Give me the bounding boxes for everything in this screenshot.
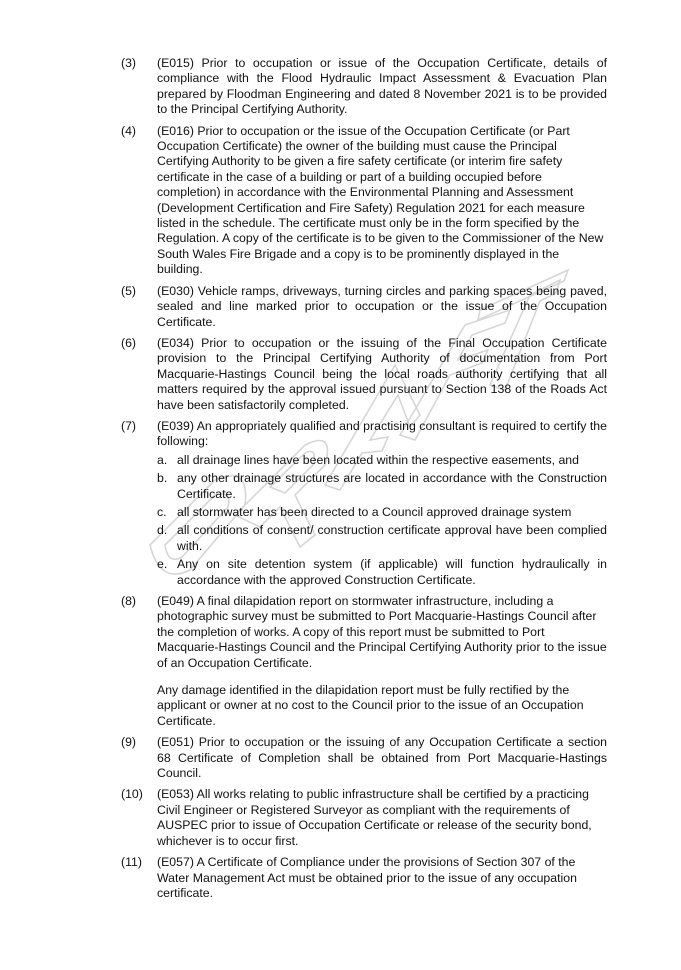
sub-item-label: c. — [157, 504, 167, 519]
sub-item-text: any other drainage structures are located in accordance with the Construction Certificate. — [177, 471, 607, 501]
condition-item-9 — [121, 735, 607, 781]
sub-item-a — [157, 453, 607, 468]
condition-item-10 — [121, 787, 607, 849]
condition-item-6 — [121, 336, 607, 413]
sub-item-label: d. — [157, 523, 168, 538]
sub-item-text: Any on site detention system (if applicable) will function hydraulically in accordance with the approved Construction Certificate. — [177, 557, 607, 587]
condition-text: (E016) Prior to occupation or the issue of the Occupation Certificate (or Part Occupation Certificate) the owner of the building must cause the Principal Certifying Authority to be given a fire safety certificate (or interim fire safety certificate in the case of a building or part of a building occupied before completion) in accordance with the Environmental Planning and Assessment (Development Certification and Fire Safety) Regulation 2021 for each measure listed in the schedule. The certificate must only be in the form specified by the Regulation. A copy of the certificate is to be given to the Commissioner of the New South Wales Fire Brigade and a copy is to be prominently displayed in the building. — [157, 123, 604, 277]
condition-text: (E034) Prior to occupation or the issuing of the Final Occupation Certificate provision to the Principal Certifying Authority of documentation from Port Macquarie-Hastings Council being the local roads authority certifying that all matters required by the approval issued pursuant to Section 138 of the Roads Act have been satisfactorily completed. — [157, 335, 607, 412]
conditions-list — [121, 56, 607, 907]
sub-item-d — [157, 523, 607, 554]
condition-text: (E030) Vehicle ramps, driveways, turning circles and parking spaces being paved, sealed and line marked prior to occupation or the issue of the Occupation Certificate. — [157, 283, 607, 329]
condition-text-secondary: Any damage identified in the dilapidation report must be fully rectified by the applicant or owner at no cost to the Council prior to the issue of an Occupation Certificate. — [157, 683, 584, 728]
condition-text: (E049) A final dilapidation report on stormwater infrastructure, including a photographic survey must be submitted to Port Macquarie-Hastings Council after the completion of works. A copy of this report must be submitted to Port Macquarie-Hastings Council and the Principal Certifying Authority prior to the issue of an Occupation Certificate. — [157, 594, 607, 670]
condition-number: (10) — [121, 787, 143, 802]
condition-item-8 — [121, 594, 607, 729]
sub-item-b — [157, 471, 607, 502]
sub-item-label: a. — [157, 452, 168, 467]
condition-number: (9) — [121, 735, 137, 750]
sub-item-text: all conditions of consent/ construction certificate approval have been complied with. — [177, 523, 607, 553]
sub-item-e — [157, 557, 607, 588]
condition-number: (5) — [121, 283, 137, 298]
sub-item-text: all drainage lines have been located within the respective easements, and — [177, 452, 579, 467]
condition-item-5 — [121, 284, 607, 330]
condition-number: (8) — [121, 594, 137, 608]
condition-item-4 — [121, 124, 607, 278]
condition-number: (4) — [121, 123, 137, 138]
sub-item-label: b. — [157, 471, 168, 486]
condition-item-7 — [121, 419, 607, 588]
condition-number: (3) — [121, 56, 137, 70]
condition-text: (E039) An appropriately qualified and practising consultant is required to certify the following: — [157, 418, 607, 449]
condition-item-3 — [121, 56, 607, 118]
condition-text: (E051) Prior to occupation or the issuing of any Occupation Certificate a section 68 Certificate of Completion shall be obtained from Port Macquarie-Hastings Council. — [157, 735, 607, 781]
sub-item-label: e. — [157, 557, 168, 572]
sub-item-c — [157, 505, 607, 520]
condition-number: (7) — [121, 418, 137, 433]
condition-text: (E015) Prior to occupation or issue of the Occupation Certificate, details of compliance with the Flood Hydraulic Impact Assessment & Evacuation Plan prepared by Floodman Engineering and dated 8 November 2021 is to be provided to the Principal Certifying Authority. — [157, 56, 607, 117]
condition-text: (E053) All works relating to public infrastructure shall be certified by a practicing Civil Engineer or Registered Surveyor as compliant with the requirements of AUSPEC prior to issue of Occupation Certificate or release of the security bond, whichever is to occur first. — [157, 787, 592, 848]
condition-item-11 — [121, 855, 607, 901]
condition-text: (E057) A Certificate of Compliance under the provisions of Section 307 of the Water Management Act must be obtained prior to the issue of any occupation certificate. — [157, 855, 577, 900]
sub-item-text: all stormwater has been directed to a Council approved drainage system — [177, 504, 572, 519]
condition-number: (11) — [121, 855, 142, 870]
condition-number: (6) — [121, 335, 137, 350]
